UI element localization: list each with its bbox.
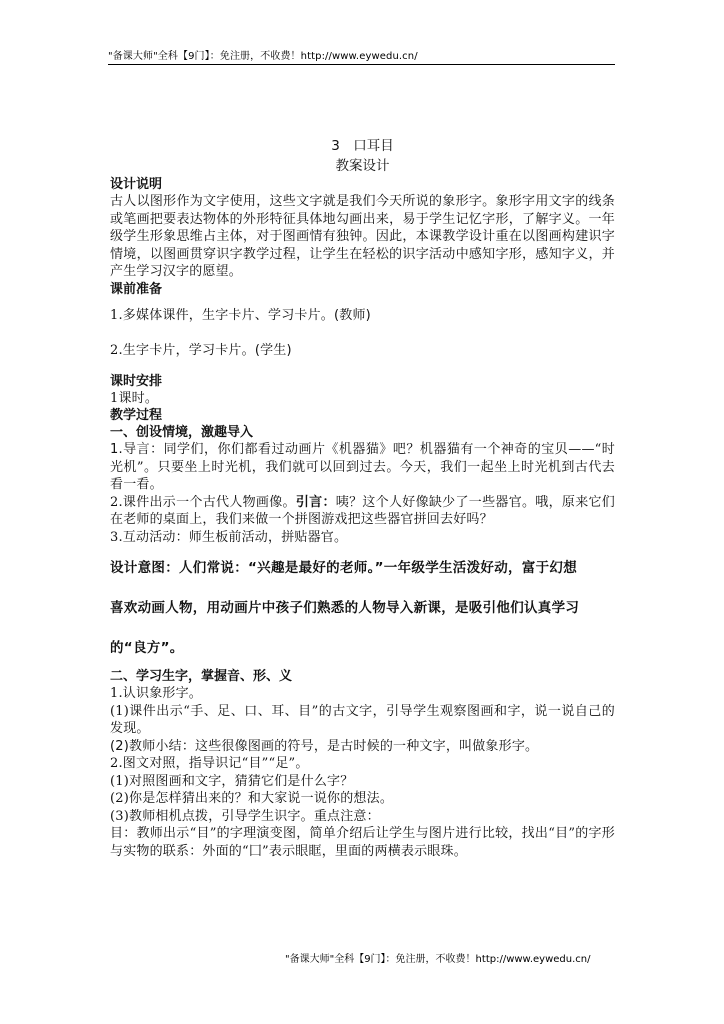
design-intent-line-3: 的“良方”。 [110, 640, 184, 656]
process-heading: 教学过程 [110, 408, 163, 423]
step-2c: (3)教师相机点拨，引导学生识字。重点注意： [110, 808, 380, 824]
part2-heading: 二、学习生字，掌握音、形、义 [110, 669, 293, 684]
document-body [110, 136, 615, 860]
part1-heading: 一、创设情境，激趣导入 [110, 425, 254, 440]
step-1b: (2)教师小结：这些很像图画的符号，是古时候的一种文字，叫做象形字。 [110, 738, 539, 754]
process-para-3: 3.互动活动：师生板前活动，拼贴器官。 [110, 529, 348, 545]
process-para-2: 2.课件出示一个古代人物画像。引言：咦？这个人好像缺少了一些器官。哦，原来它们在老师的桌面上，我们来做一个拼图游戏把这些器官拼回去好吗？ [110, 494, 616, 527]
prep-heading: 课前准备 [110, 281, 163, 297]
step-1a: (1)课件出示“手、足、口、耳、目”的古文字，引导学生观察图画和字，说一说自己的发现。 [110, 703, 615, 736]
design-body: 古人以图形作为文字使用，这些文字就是我们今天所说的象形字。象形字用文字的线条或笔画把要表达物体的外形特征具体地勾画出来，易于学生记忆字形，了解字义。一年级学生形象思维占主体，对于图画情有独钟。因此，本课教学设计重在以图画构建识字情境，以图画贯穿识字教学过程，让学生在轻松的识字活动中感知字形，感知字义，并产生学习汉字的愿望。 [110, 194, 615, 279]
prep-item-1: 1.多媒体课件，生字卡片、学习卡片。(教师) [110, 307, 371, 323]
design-intent-line-2: 喜欢动画人物，用动画片中孩子们熟悉的人物导入新课，是吸引他们认真学习 [110, 600, 580, 616]
step-2: 2.图文对照，指导识记“目”“足”。 [110, 756, 309, 771]
lesson-title: 3 口耳目 [331, 138, 394, 154]
design-heading: 设计说明 [110, 177, 163, 192]
page-footer: "备课大师"全科【9门】：免注册，不收费！http://www.eywedu.cn/ [285, 954, 591, 965]
step-2d: 目：教师出示“目”的字理演变图，简单介绍后让学生与图片进行比较，找出“目”的字形与实物的联系：外面的“囗”表示眼眶，里面的两横表示眼珠。 [110, 826, 615, 859]
schedule-body: 1课时。 [110, 390, 159, 406]
schedule-heading: 课时安排 [110, 373, 163, 389]
design-intent-line-1: 设计意图：人们常说：“兴趣是最好的老师。”一年级学生活泼好动，富于幻想 [110, 560, 577, 576]
lesson-subtitle: 教案设计 [335, 158, 390, 174]
page-header: "备课大师"全科【9门】：免注册，不收费！http://www.eywedu.cn/ [108, 51, 418, 62]
step-1: 1.认识象形字。 [110, 686, 203, 701]
header-rule [108, 64, 615, 65]
step-2b: (2)你是怎样猜出来的？和大家说一说你的想法。 [110, 791, 394, 806]
prep-item-2: 2.生字卡片，学习卡片。(学生) [110, 343, 292, 358]
step-2a: (1)对照图画和文字，猜猜它们是什么字？ [110, 773, 354, 789]
process-para-1: 1.导言：同学们，你们都看过动画片《机器猫》吧？机器猫有一个神奇的宝贝——“时光机”。只要坐上时光机，我们就可以回到过去。今天，我们一起坐上时光机到古代去看一看。 [110, 442, 615, 492]
